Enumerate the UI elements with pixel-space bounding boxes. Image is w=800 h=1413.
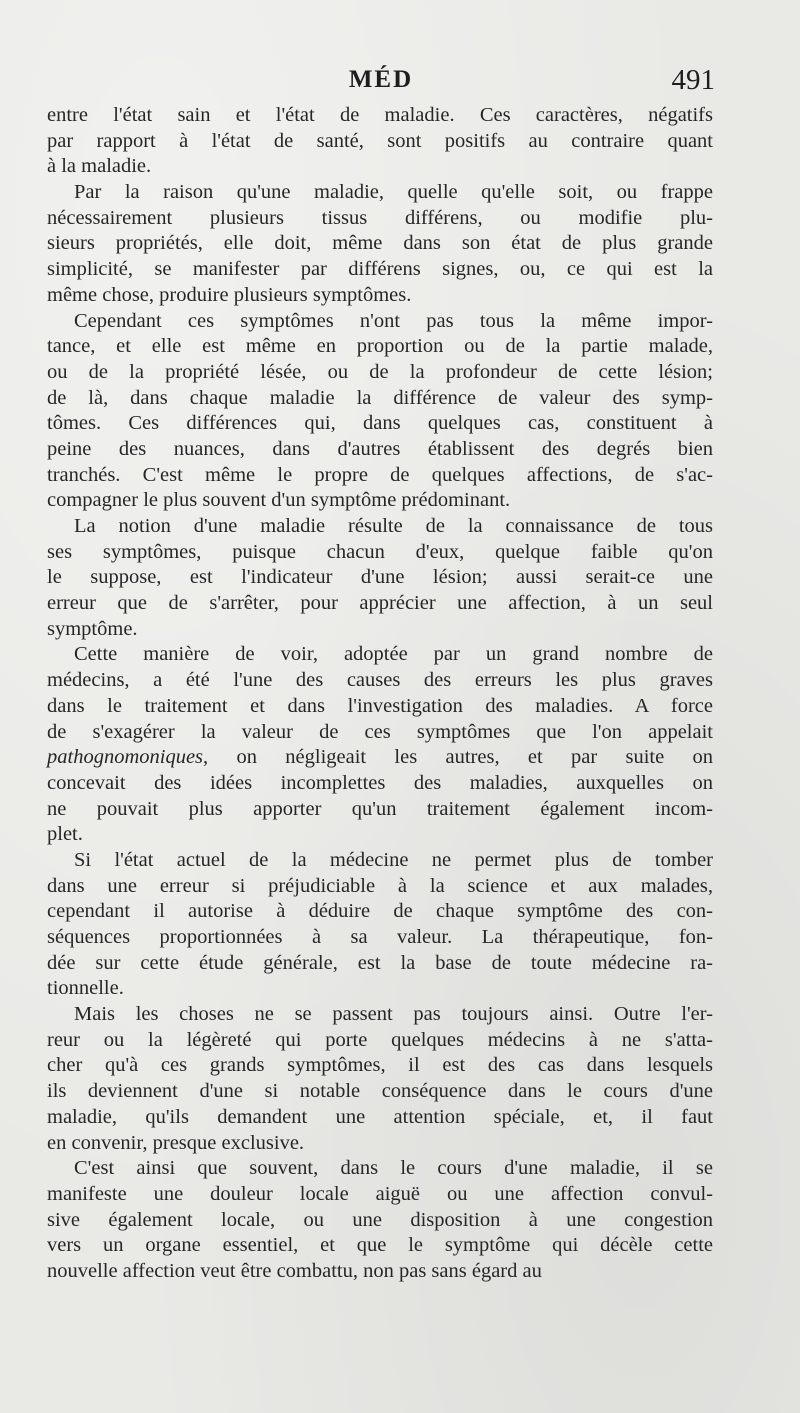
text-line: C'est ainsi que souvent, dans le cours d'une maladie, il se xyxy=(74,1157,713,1180)
text-line: pathognomoniques, on négligeait les autres, et par suite on xyxy=(47,746,713,769)
text-line: entre l'état sain et l'état de maladie. Ces caractères, négatifs xyxy=(47,104,713,126)
text-line: nouvelle affection veut être combattu, non pas sans égard au xyxy=(47,1259,542,1282)
italic-term: pathognomoniques xyxy=(47,746,204,769)
text-line: ne pouvait plus apporter qu'un traitement également incom- xyxy=(47,797,713,820)
text-line: à la maladie. xyxy=(47,155,152,178)
paragraph xyxy=(47,1156,713,1284)
text-line: compagner le plus souvent d'un symptôme prédominant. xyxy=(47,489,511,512)
text-line: tance, et elle est même en proportion ou de la partie malade, xyxy=(47,335,713,358)
page-number: 491 xyxy=(671,64,715,96)
text-line: peine des nuances, dans d'autres établissent des degrés bien xyxy=(47,437,713,460)
text-line: nécessairement plusieurs tissus différens, ou modifie plu- xyxy=(47,206,713,229)
paragraph xyxy=(47,1002,713,1156)
text-line: dans le traitement et dans l'investigation des maladies. A force xyxy=(47,694,713,717)
paragraph xyxy=(47,848,713,1002)
text-line: dée sur cette étude générale, est la base de toute médecine ra- xyxy=(47,951,713,974)
paragraph xyxy=(47,103,713,180)
text-line: simplicité, se manifester par différens signes, ou, ce qui est la xyxy=(47,258,713,281)
text-line: tionnelle. xyxy=(47,977,124,1000)
text-line: cher qu'à ces grands symptômes, il est des cas dans lesquels xyxy=(47,1054,713,1077)
text-line: cependant il autorise à déduire de chaque symptôme des con- xyxy=(47,900,713,923)
text-line: le suppose, est l'indicateur d'une lésion; aussi serait-ce une xyxy=(47,566,713,589)
text-line: dans une erreur si préjudiciable à la science et aux malades, xyxy=(47,874,713,897)
body-text xyxy=(47,103,713,1285)
paragraph xyxy=(47,514,713,642)
text-line: manifeste une douleur locale aiguë ou une affection convul- xyxy=(47,1182,713,1205)
text-line: reur ou la légèreté qui porte quelques médecins à ne s'atta- xyxy=(47,1028,713,1051)
text-line: concevait des idées incomplettes des maladies, auxquelles on xyxy=(47,771,713,794)
text-line: ou de la propriété lésée, ou de la profondeur de cette lésion; xyxy=(47,360,713,383)
text-line: tômes. Ces différences qui, dans quelques cas, constituent à xyxy=(47,412,713,435)
text-line: Mais les choses ne se passent pas toujours ainsi. Outre l'er- xyxy=(74,1003,713,1026)
text-line: sive également locale, ou une disposition à une congestion xyxy=(47,1208,713,1231)
paragraph xyxy=(47,309,713,515)
text-line: La notion d'une maladie résulte de la connaissance de tous xyxy=(74,515,713,537)
text-line: ses symptômes, puisque chacun d'eux, quelque faible qu'on xyxy=(47,540,713,563)
text-line: plet. xyxy=(47,823,83,846)
text-line: par rapport à l'état de santé, sont positifs au contraire quant xyxy=(47,129,713,152)
running-head xyxy=(47,66,715,102)
text-line: même chose, produire plusieurs symptômes. xyxy=(47,283,412,306)
text-line: Si l'état actuel de la médecine ne permet plus de tomber xyxy=(74,848,713,871)
text-line: médecins, a été l'une des causes des erreurs les plus graves xyxy=(47,669,713,692)
text-line: Cependant ces symptômes n'ont pas tous la même impor- xyxy=(74,309,713,332)
running-title: MÉD xyxy=(348,66,414,93)
text-line: Par la raison qu'une maladie, quelle qu'elle soit, ou frappe xyxy=(74,181,713,204)
text-line: de là, dans chaque maladie la différence de valeur des symp- xyxy=(47,386,713,409)
text-line: symptôme. xyxy=(47,617,138,640)
text-line: séquences proportionnées à sa valeur. La thérapeutique, fon- xyxy=(47,926,713,948)
text-line: vers un organe essentiel, et que le symptôme qui décèle cette xyxy=(47,1234,713,1257)
paragraph xyxy=(47,180,713,308)
text-line: ils deviennent d'une si notable conséquence dans le cours d'une xyxy=(47,1080,713,1103)
text-line: Cette manière de voir, adoptée par un grand nombre de xyxy=(74,643,713,666)
text-line: en convenir, presque exclusive. xyxy=(47,1131,305,1154)
text-line: erreur que de s'arrêter, pour apprécier une affection, à un seul xyxy=(47,592,713,615)
text-line: tranchés. C'est même le propre de quelques affections, de s'ac- xyxy=(47,463,713,486)
text-line: sieurs propriétés, elle doit, même dans son état de plus grande xyxy=(47,232,713,255)
text-line: maladie, qu'ils demandent une attention spéciale, et, il faut xyxy=(47,1105,713,1128)
text-line: de s'exagérer la valeur de ces symptômes que l'on appelait xyxy=(47,720,713,743)
paragraph xyxy=(47,642,713,848)
